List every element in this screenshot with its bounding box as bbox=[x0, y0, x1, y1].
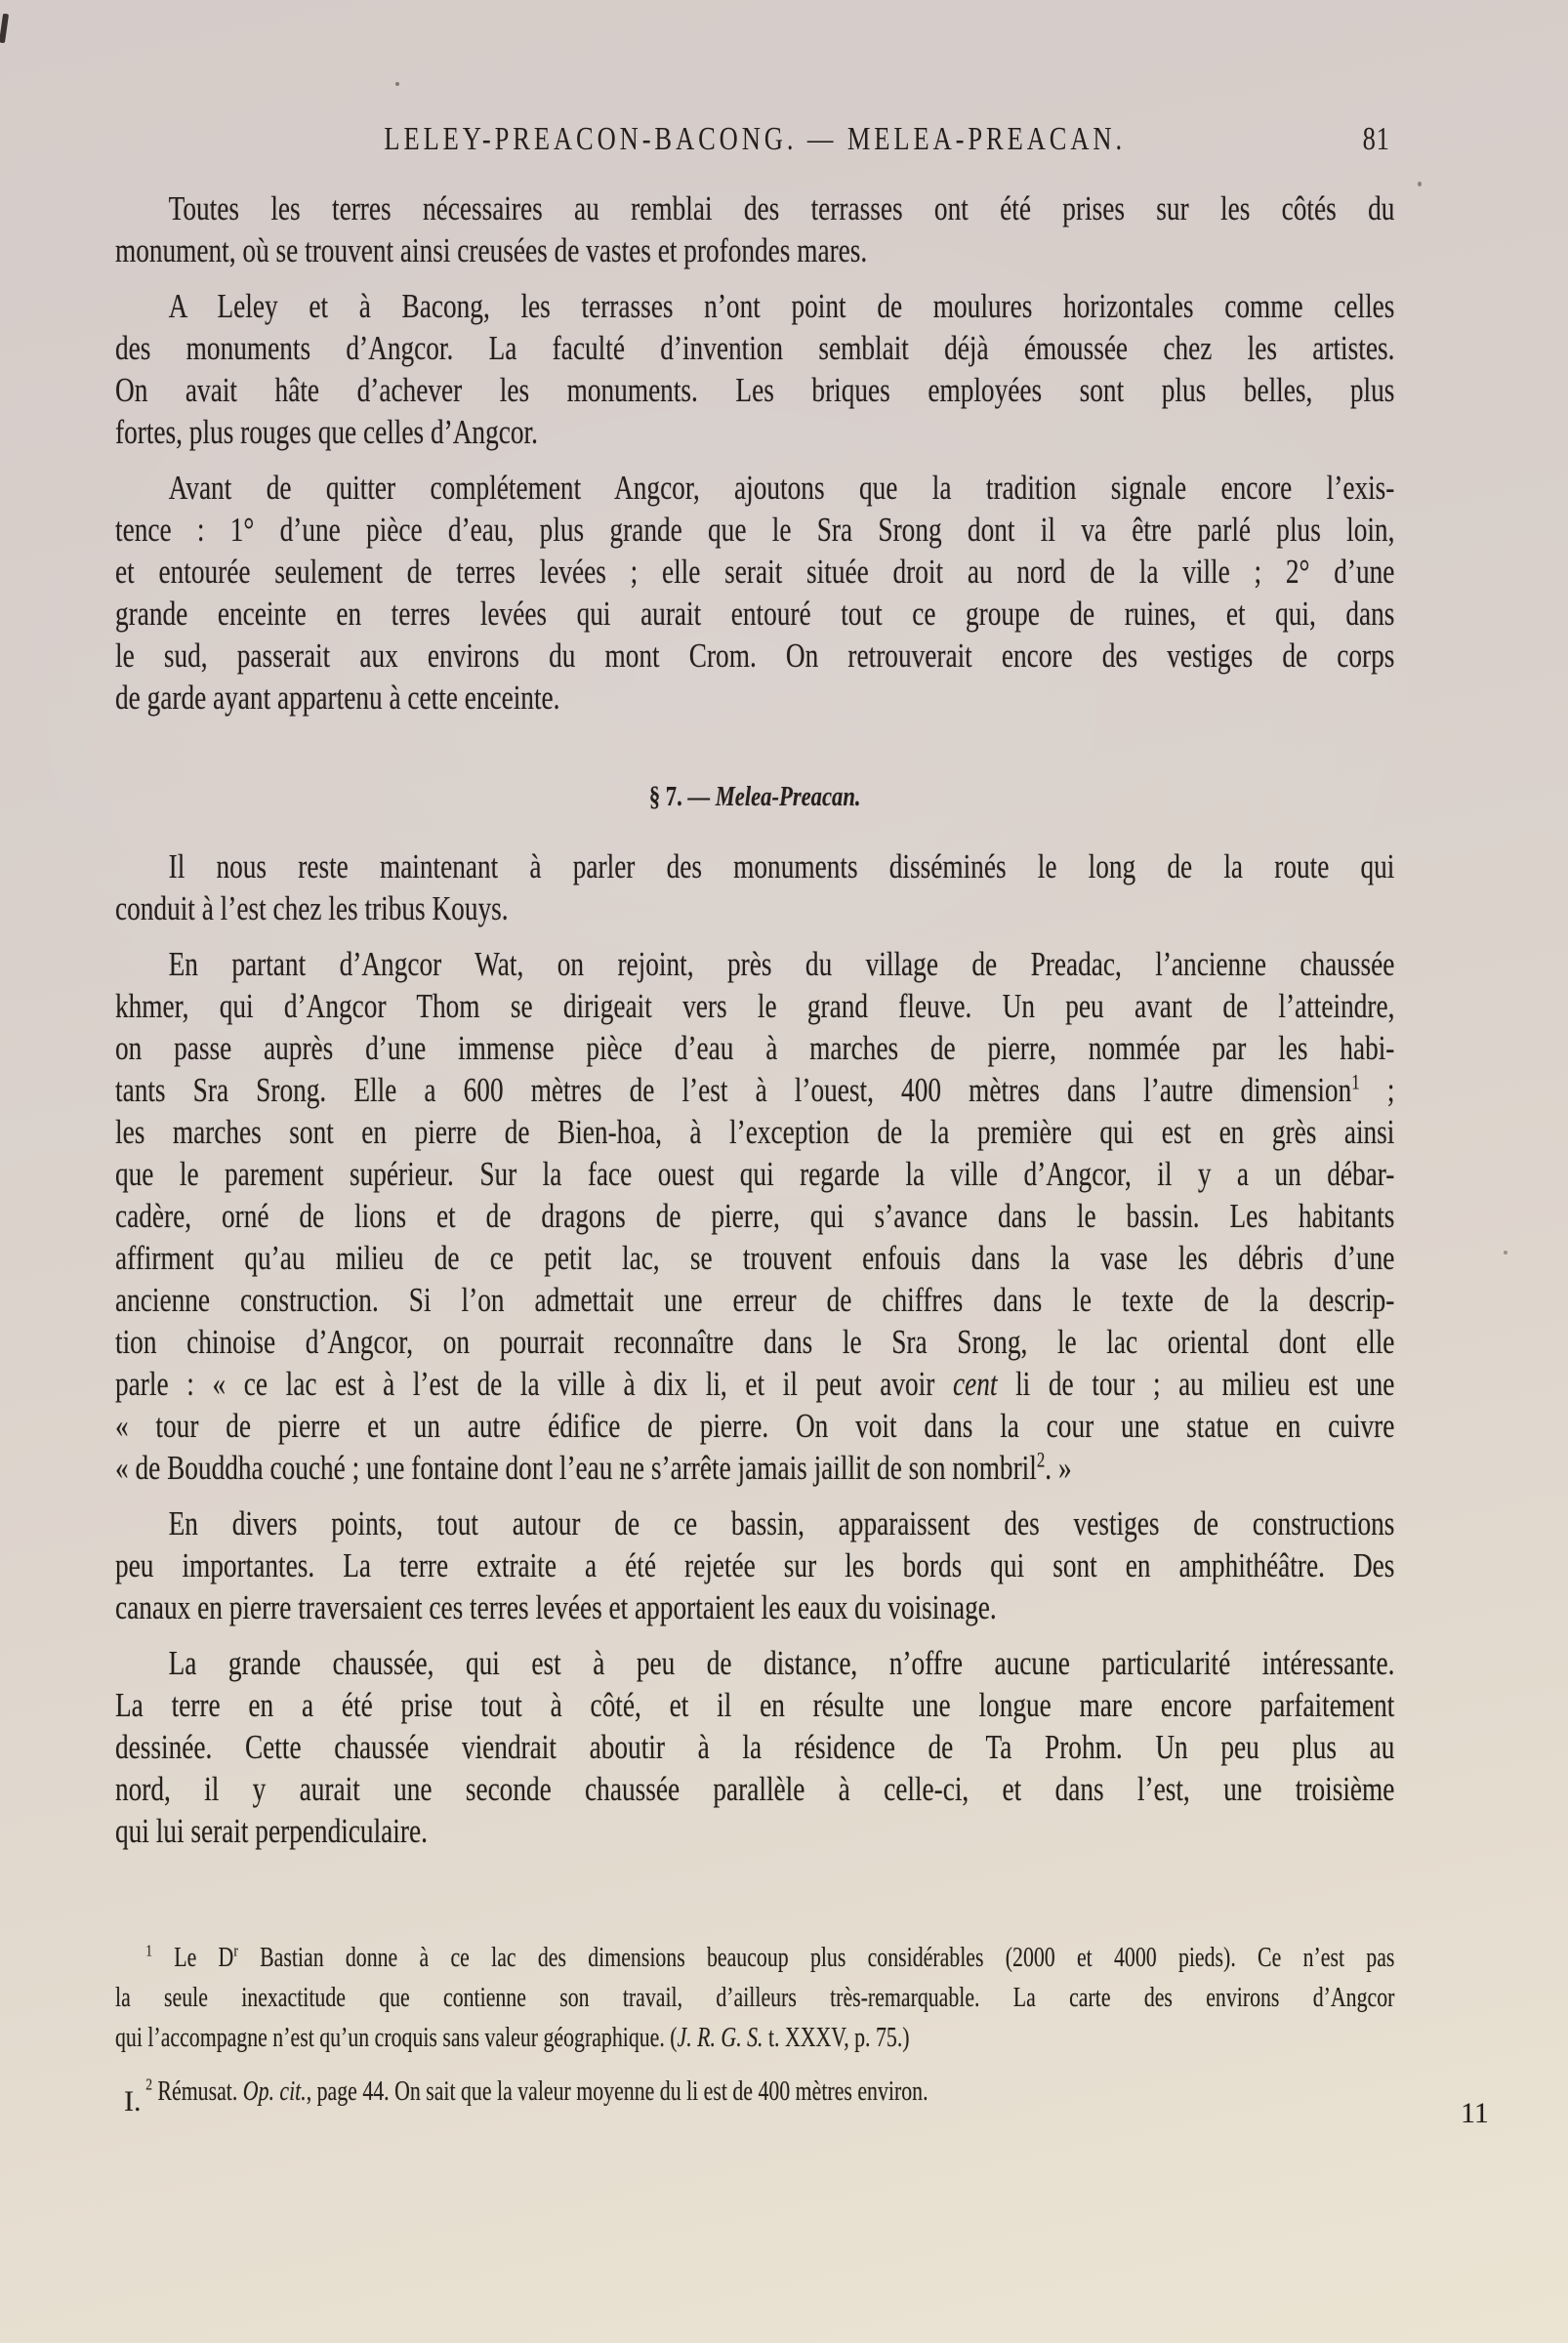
text-segment: peu importantes. La terre extraite a été rejetée sur les bords qui sont en amphithéâtre. Des bbox=[115, 1546, 1395, 1584]
text-segment: La terre en a été prise tout à côté, et il en résulte une longue mare encore parfaitement bbox=[115, 1686, 1395, 1724]
text-segment: conduit à l’est chez les tribus Kouys. bbox=[115, 889, 509, 927]
running-header-title: LELEY-PREACON-BACONG. — MELEA-PREACAN. bbox=[384, 121, 1127, 157]
text-segment: En divers points, tout autour de ce bassin, apparaissent des vestiges de constructions bbox=[168, 1504, 1395, 1542]
text-segment: cent bbox=[952, 1365, 998, 1403]
text-line bbox=[115, 1544, 1394, 1586]
signature-mark-volume: I. bbox=[124, 2085, 142, 2117]
text-segment: A Leley et à Bacong, les terrasses n’ont point de moulures horizontales comme celles bbox=[168, 287, 1395, 325]
text-line bbox=[115, 2072, 1394, 2112]
text-line bbox=[115, 635, 1394, 677]
text-line bbox=[115, 2018, 1394, 2058]
text-line bbox=[115, 1279, 1394, 1321]
text-line bbox=[115, 1405, 1394, 1447]
text-segment: Il nous reste maintenant à parler des monuments disséminés le long de la route qui bbox=[168, 847, 1395, 885]
text-line bbox=[115, 411, 1394, 453]
text-segment: tence : 1° d’une pièce d’eau, plus grande que le Sra Srong dont il va être parlé plus loin, bbox=[115, 511, 1395, 549]
text-segment: J. R. G. S. bbox=[677, 2023, 763, 2053]
text-segment: les marches sont en pierre de Bien-hoa, à l’exception de la première qui est en grès ainsi bbox=[115, 1113, 1395, 1151]
scan-speck bbox=[395, 82, 399, 86]
text-segment: khmer, qui d’Angcor Thom se dirigeait vers le grand fleuve. Un peu avant de l’atteindre, bbox=[115, 987, 1395, 1025]
text-segment: on passe auprès d’une immense pièce d’eau à marches de pierre, nommée par les habi- bbox=[115, 1029, 1395, 1067]
text-segment: Le D bbox=[151, 1943, 234, 1973]
page-number: 81 bbox=[1362, 121, 1390, 157]
text-segment: que le parement supérieur. Sur la face ouest qui regarde la ville d’Angcor, il y a un débar- bbox=[115, 1155, 1395, 1193]
text-line bbox=[115, 1810, 1394, 1852]
text-segment: On avait hâte d’achever les monuments. Les briques employées sont plus belles, plus bbox=[115, 371, 1395, 409]
text-segment: fortes, plus rouges que celles d’Angcor. bbox=[115, 413, 538, 451]
text-segment: parle : « ce lac est à l’est de la ville à dix li, et il peut avoir bbox=[115, 1365, 953, 1403]
text-segment: § 7. — bbox=[648, 781, 716, 812]
text-line bbox=[115, 985, 1394, 1027]
paragraph bbox=[115, 1502, 1394, 1628]
text-line bbox=[115, 1027, 1394, 1069]
text-line bbox=[115, 887, 1394, 929]
scan-speck bbox=[0, 14, 9, 44]
text-line bbox=[115, 1363, 1394, 1405]
text-segment: tion chinoise d’Angcor, on pourrait reconnaître dans le Sra Srong, le lac oriental dont elle bbox=[115, 1323, 1395, 1361]
text-segment: de garde ayant appartenu à cette enceinte. bbox=[115, 678, 560, 717]
text-line bbox=[115, 1153, 1394, 1195]
text-line bbox=[115, 593, 1394, 635]
paragraph bbox=[115, 845, 1394, 929]
paragraph bbox=[115, 285, 1394, 453]
text-segment: Rémusat. bbox=[151, 2076, 243, 2107]
text-segment: qui lui serait perpendiculaire. bbox=[115, 1812, 428, 1850]
text-segment: 2 bbox=[1036, 1448, 1046, 1472]
text-segment: t. XXXV, p. 75.) bbox=[763, 2023, 910, 2053]
text-line bbox=[115, 1978, 1394, 2018]
text-segment: canaux en pierre traversaient ces terres levées et apportaient les eaux du voisinage. bbox=[115, 1588, 997, 1626]
running-header bbox=[115, 117, 1394, 162]
text-line bbox=[115, 1768, 1394, 1810]
text-segment: Toutes les terres nécessaires au remblai des terrasses ont été prises sur les côtés du bbox=[168, 189, 1395, 227]
text-line bbox=[115, 1726, 1394, 1768]
text-line bbox=[115, 1642, 1394, 1684]
text-segment: 1 bbox=[1351, 1070, 1360, 1094]
text-segment: . » bbox=[1045, 1449, 1072, 1487]
text-line bbox=[115, 187, 1394, 229]
text-segment: grande enceinte en terres levées qui aurait entouré tout ce groupe de ruines, et qui, dans bbox=[115, 595, 1395, 633]
paragraph bbox=[115, 943, 1394, 1489]
text-segment: Melea-Preacan. bbox=[715, 781, 861, 812]
scan-speck bbox=[1418, 182, 1422, 186]
paragraph bbox=[115, 467, 1394, 719]
scan-speck bbox=[1504, 1251, 1507, 1254]
footnotes bbox=[115, 1938, 1394, 2125]
text-line bbox=[115, 1586, 1394, 1628]
text-segment: Avant de quitter complétement Angcor, ajoutons que la tradition signale encore l’exis- bbox=[168, 469, 1395, 507]
text-segment: 1 bbox=[145, 1941, 152, 1960]
text-line bbox=[115, 467, 1394, 509]
text-segment: cadère, orné de lions et de dragons de pierre, qui s’avance dans le bassin. Les habitants bbox=[115, 1197, 1395, 1235]
text-line bbox=[115, 1447, 1394, 1489]
text-line bbox=[115, 845, 1394, 887]
text-line bbox=[115, 229, 1394, 271]
text-line bbox=[115, 1195, 1394, 1237]
text-segment: « de Bouddha couché ; une fontaine dont l’eau ne s’arrête jamais jaillit de son nombril bbox=[115, 1449, 1037, 1487]
text-segment: qui l’accompagne n’est qu’un croquis sans valeur géographique. ( bbox=[115, 2023, 678, 2053]
text-segment: et entourée seulement de terres levées ; elle serait située droit au nord de la ville ; 2° d’une bbox=[115, 553, 1395, 591]
text-segment: 2 bbox=[145, 2075, 152, 2094]
footnote bbox=[115, 2072, 1394, 2112]
text-line bbox=[115, 369, 1394, 411]
text-segment: En partant d’Angcor Wat, on rejoint, près du village de Preadac, l’ancienne chaussée bbox=[168, 945, 1395, 983]
text-line bbox=[115, 1237, 1394, 1279]
text-line bbox=[115, 1938, 1394, 1978]
text-segment: des monuments d’Angcor. La faculté d’invention semblait déjà émoussée chez les artistes. bbox=[115, 329, 1395, 367]
text-segment: r bbox=[233, 1941, 238, 1960]
text-line bbox=[115, 285, 1394, 327]
signature-mark-sheet: 11 bbox=[1461, 2097, 1489, 2129]
text-line bbox=[115, 1684, 1394, 1726]
section-heading bbox=[115, 777, 1394, 816]
paragraph bbox=[115, 1642, 1394, 1852]
text-segment: le sud, passerait aux environs du mont Crom. On retrouverait encore des vestiges de corps bbox=[115, 637, 1395, 675]
text-line bbox=[115, 509, 1394, 551]
text-segment: nord, il y aurait une seconde chaussée parallèle à celle-ci, et dans l’est, une troisième bbox=[115, 1770, 1395, 1808]
text-segment: la seule inexactitude que contienne son travail, d’ailleurs très-remarquable. La carte des environs d’Angcor bbox=[115, 1983, 1395, 2013]
page-text-area bbox=[115, 0, 1395, 2107]
text-line bbox=[115, 1069, 1394, 1111]
text-segment: tants Sra Srong. Elle a 600 mètres de l’est à l’ouest, 400 mètres dans l’autre dimension bbox=[115, 1071, 1352, 1109]
paragraph bbox=[115, 187, 1394, 271]
text-segment: li de tour ; au milieu est une bbox=[997, 1365, 1395, 1403]
text-line bbox=[115, 551, 1394, 593]
text-segment: « tour de pierre et un autre édifice de pierre. On voit dans la cour une statue en cuivre bbox=[115, 1407, 1395, 1445]
text-segment: affirment qu’au milieu de ce petit lac, se trouvent enfouis dans la vase les débris d’une bbox=[115, 1239, 1395, 1277]
text-segment: La grande chaussée, qui est à peu de distance, n’offre aucune particularité intéressante. bbox=[168, 1644, 1395, 1682]
text-line bbox=[115, 1502, 1394, 1544]
text-block bbox=[115, 187, 1394, 1852]
footnote bbox=[115, 1938, 1394, 2058]
text-line bbox=[115, 677, 1394, 719]
text-segment: ancienne construction. Si l’on admettait une erreur de chiffres dans le texte de la descrip- bbox=[115, 1281, 1395, 1319]
text-line bbox=[115, 1111, 1394, 1153]
text-line bbox=[115, 1321, 1394, 1363]
text-segment: monument, où se trouvent ainsi creusées de vastes et profondes mares. bbox=[115, 231, 868, 269]
text-segment: dessinée. Cette chaussée viendrait aboutir à la résidence de Ta Prohm. Un peu plus au bbox=[115, 1728, 1395, 1766]
text-segment: , page 44. On sait que la valeur moyenne du li est de 400 mètres environ. bbox=[306, 2076, 928, 2107]
text-segment: Bastian donne à ce lac des dimensions beaucoup plus considérables (2000 et 4000 pieds). Ce n’est pas bbox=[237, 1943, 1395, 1973]
text-segment: Op. cit. bbox=[242, 2076, 307, 2107]
text-line bbox=[115, 943, 1394, 985]
text-line bbox=[115, 327, 1394, 369]
text-segment: ; bbox=[1359, 1071, 1395, 1109]
